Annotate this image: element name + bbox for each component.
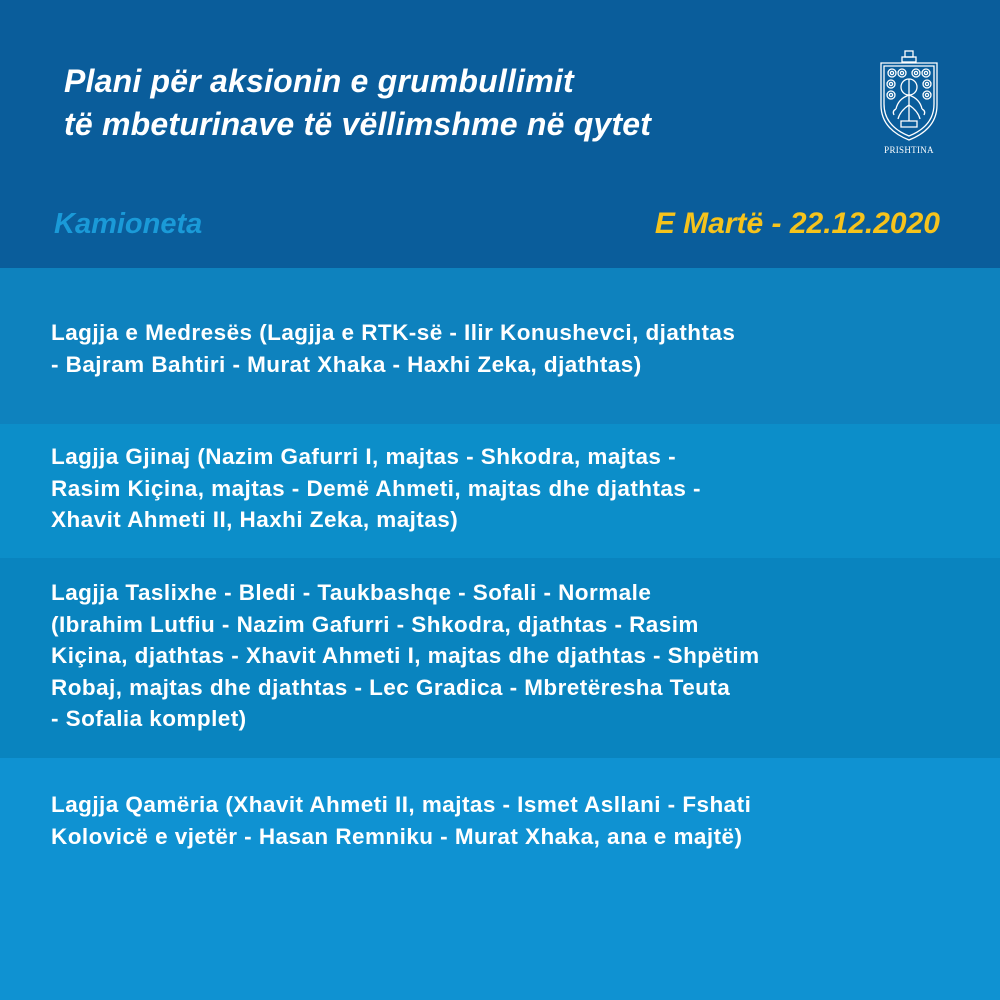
route-text [51, 789, 971, 852]
title-line: të mbeturinave të vëllimshme në qytet [64, 106, 652, 142]
route-line: - Sofalia komplet) [51, 706, 247, 731]
route-block-4 [0, 758, 1000, 1000]
vehicle-label: Kamioneta [54, 208, 203, 240]
title-line: Plani për aksionin e grumbullimit [64, 63, 574, 99]
page-title [64, 60, 651, 146]
route-line: Kolovicë e vjetër - Hasan Remniku - Murat Xhaka, ana e majtë) [51, 823, 743, 849]
route-line: - Bajram Bahtiri - Murat Xhaka - Haxhi Zeka, djathtas) [51, 351, 642, 377]
route-line: Rasim Kiçina, majtas - Demë Ahmeti, majtas dhe djathtas - [51, 475, 702, 501]
coat-of-arms-icon [878, 47, 940, 143]
route-line: Kiçina, djathtas - Xhavit Ahmeti I, majtas dhe djathtas - Shpëtim [51, 643, 760, 668]
route-line: Lagjja Taslixhe - Bledi - Taukbashqe - Sofali - Normale [51, 580, 652, 605]
route-block-2 [0, 424, 1000, 558]
route-line: Lagjja e Medresës (Lagjja e RTK-së - Ilir Konushevci, djathtas [51, 320, 736, 345]
route-line: (Ibrahim Lutfiu - Nazim Gafurri - Shkodra, djathtas - Rasim [51, 611, 699, 637]
route-text [51, 317, 971, 380]
route-block-3 [0, 558, 1000, 758]
logo-label: PRISHTINA [884, 145, 934, 155]
route-line: Lagjja Qamëria (Xhavit Ahmeti II, majtas - Ismet Asllani - Fshati [51, 792, 752, 817]
route-line: Xhavit Ahmeti II, Haxhi Zeka, majtas) [51, 507, 459, 532]
route-text [51, 577, 971, 735]
route-text [51, 441, 971, 536]
prishtina-logo [878, 47, 940, 159]
route-block-1 [0, 268, 1000, 424]
header [0, 0, 1000, 268]
date-label: E Martë - 22.12.2020 [654, 207, 940, 240]
route-line: Robaj, majtas dhe djathtas - Lec Gradica - Mbretëresha Teuta [51, 674, 731, 700]
route-line: Lagjja Gjinaj (Nazim Gafurri I, majtas - Shkodra, majtas - [51, 444, 677, 469]
